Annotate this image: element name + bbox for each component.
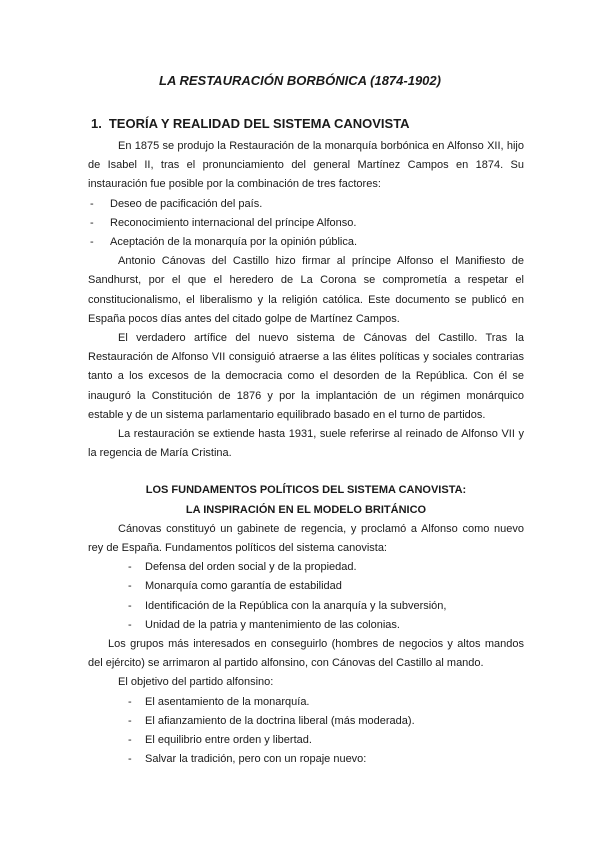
document-body	[88, 137, 524, 770]
dash-bullet: -	[128, 618, 132, 631]
dash-bullet: -	[128, 753, 132, 766]
list-item	[88, 195, 524, 214]
objetivos-list	[88, 693, 524, 770]
dash-bullet: -	[128, 695, 132, 708]
paragraph-restauracion-1875: En 1875 se produjo la Restauración de la monarquía borbónica en Alfonso XII, hijo de Isabel II, tras el pronunciamiento del general Martínez Campos en 1874. Su instauración fue posible por la combinación de tres factores:	[88, 140, 524, 191]
list-item-text: El afianzamiento de la doctrina liberal (más moderada).	[145, 714, 415, 727]
section-1-number: 1.	[91, 116, 102, 131]
fundamentos-list	[88, 558, 524, 635]
list-item	[88, 712, 524, 731]
list-item	[88, 731, 524, 750]
section-2-heading-line-2: LA INSPIRACIÓN EN EL MODELO BRITÁNICO	[185, 503, 427, 516]
list-item	[88, 616, 524, 635]
paragraph-manifiesto-sandhurst: Antonio Cánovas del Castillo hizo firmar al príncipe Alfonso el Manifiesto de Sandhurst, por el que el heredero de La Corona se comprometía a respetar el constitucionalismo, el liberalismo y la religión católica. Este documento se publicó en España pocos días antes del citado golpe de Martínez Campos.	[88, 255, 524, 325]
factors-list	[88, 195, 524, 253]
dash-bullet: -	[128, 734, 132, 747]
list-item	[88, 558, 524, 577]
list-item	[88, 577, 524, 596]
list-item-text: El equilibrio entre orden y libertad.	[145, 734, 312, 747]
list-item-text: Defensa del orden social y de la propiedad.	[145, 561, 357, 574]
list-item	[88, 693, 524, 712]
dash-bullet: -	[90, 216, 94, 229]
dash-bullet: -	[90, 197, 94, 210]
list-item-text: Reconocimiento internacional del príncipe Alfonso.	[110, 216, 357, 229]
paragraph-extension: La restauración se extiende hasta 1931, suele referirse al reinado de Alfonso VII y la regencia de María Cristina.	[88, 428, 524, 460]
dash-bullet: -	[128, 561, 132, 574]
section-1-heading	[91, 116, 410, 131]
list-item	[88, 750, 524, 769]
list-item	[88, 597, 524, 616]
list-item-text: El asentamiento de la monarquía.	[145, 695, 310, 708]
list-item-text: Monarquía como garantía de estabilidad	[145, 580, 342, 593]
section-spacer	[88, 463, 524, 481]
list-item-text: Identificación de la República con la anarquía y la subversión,	[145, 599, 447, 612]
paragraph-artifice: El verdadero artífice del nuevo sistema de Cánovas del Castillo. Tras la Restauración de Alfonso VII consiguió atraerse a las élites políticas y sociales contrarias tanto a los excesos de la democracia como el desorden de la República. Con él se inauguró la Constitución de 1876 y por la implantación de un régimen monárquico estable y de un sistema parlamentario equilibrado basado en el turno de partidos.	[88, 332, 524, 421]
section-1-heading-text: TEORÍA Y REALIDAD DEL SISTEMA CANOVISTA	[108, 116, 410, 131]
paragraph-gabinete-regencia: Cánovas constituyó un gabinete de regencia, y proclamó a Alfonso como nuevo rey de España. Fundamentos políticos del sistema canovista:	[88, 522, 524, 555]
list-item-text: Deseo de pacificación del país.	[110, 197, 263, 210]
dash-bullet: -	[128, 599, 132, 612]
dash-bullet: -	[128, 714, 132, 727]
paragraph-grupos-interesados: Los grupos más interesados en conseguirlo (hombres de negocios y altos mandos del ejército) se arrimaron al partido alfonsino, con Cánovas del Castillo al mando.	[88, 638, 524, 670]
list-item	[88, 214, 524, 233]
list-item	[88, 233, 524, 252]
dash-bullet: -	[90, 236, 94, 249]
list-item-text: Aceptación de la monarquía por la opinión pública.	[110, 236, 358, 249]
section-2-heading-line-1: LOS FUNDAMENTOS POLÍTICOS DEL SISTEMA CANOVISTA:	[145, 484, 467, 497]
document-title: LA RESTAURACIÓN BORBÓNICA (1874-1902)	[159, 73, 441, 88]
list-item-text: Salvar la tradición, pero con un ropaje nuevo:	[145, 753, 367, 766]
list-item-text: Unidad de la patria y mantenimiento de las colonias.	[145, 618, 400, 631]
dash-bullet: -	[128, 580, 132, 593]
paragraph-objetivo: El objetivo del partido alfonsino:	[118, 676, 274, 689]
